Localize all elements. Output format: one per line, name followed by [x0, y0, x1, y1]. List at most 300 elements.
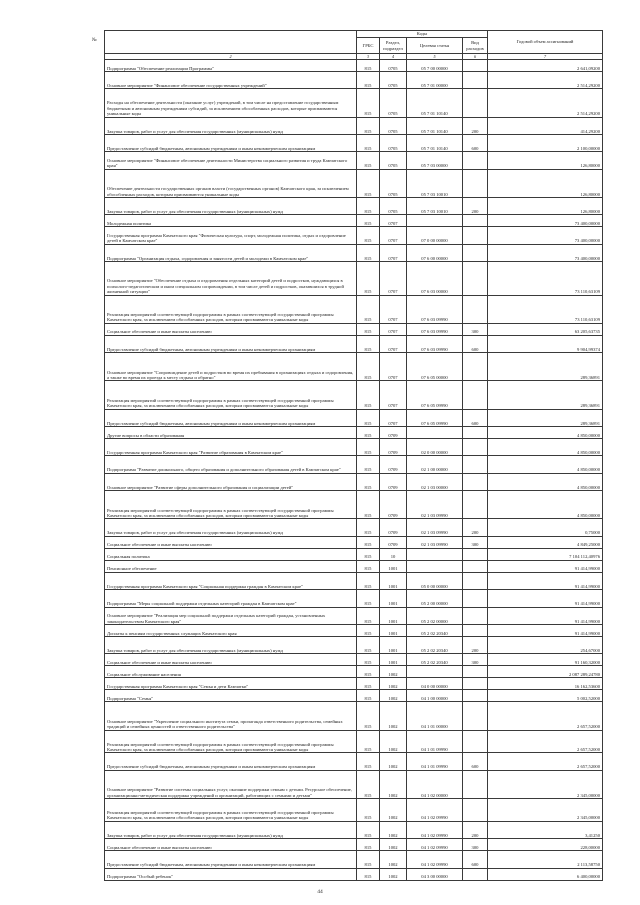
row-section: 0707: [380, 323, 407, 335]
row-expense-type: [463, 607, 488, 624]
row-target: 04 1 01 09990: [407, 753, 463, 770]
row-grbs: 815: [357, 666, 380, 678]
row-name: Государственная программа Камчатского края "Физическая культура, спорт, молодежная политика, отдых и оздоровление детей в Камчатском крае": [105, 227, 357, 244]
row-section: 1002: [380, 839, 407, 851]
row-grbs: 815: [357, 654, 380, 666]
row-target: 07 0 00 00000: [407, 227, 463, 244]
row-grbs: 815: [357, 624, 380, 636]
row-section: 0709: [380, 456, 407, 473]
row-section: 0707: [380, 244, 407, 261]
row-name: Другие вопросы в области образования: [105, 427, 357, 439]
row-name: Предоставление субсидий бюджетным, автономным учреждениям и иным некоммерческим организациям: [105, 409, 357, 426]
row-expense-type: 300: [463, 536, 488, 548]
row-expense-type: [463, 702, 488, 730]
table-row: [105, 262, 603, 296]
row-amount: 4 850,00000: [488, 491, 603, 519]
row-name: Подпрограмма "Развитие дошкольного, общего образования и дополнительного образования детей в Камчатском крае": [105, 456, 357, 473]
row-name: Предоставление субсидий бюджетным, автономным учреждениям и иным некоммерческим организациям: [105, 335, 357, 352]
table-row: [105, 624, 603, 636]
row-expense-type: 600: [463, 134, 488, 151]
row-target: [407, 427, 463, 439]
table-row: [105, 72, 603, 89]
row-name: Государственная программа Камчатского края "Социальная поддержка граждан в Камчатском крае": [105, 572, 357, 589]
row-amount: 126,80000: [488, 197, 603, 214]
row-grbs: 815: [357, 439, 380, 456]
row-expense-type: [463, 169, 488, 197]
row-expense-type: 200: [463, 519, 488, 536]
table-row: [105, 60, 603, 72]
row-target: 05 0 00 00000: [407, 572, 463, 589]
row-amount: 91 414,99000: [488, 607, 603, 624]
row-target: 05 7 03 00000: [407, 152, 463, 169]
row-expense-type: [463, 678, 488, 690]
row-target: [407, 666, 463, 678]
row-target: 05 2 00 00000: [407, 590, 463, 607]
row-name: Основное мероприятие "Обеспечение отдыха и оздоровления отдельных категорий детей и подростков, нуждающихся в психолого-педагогическом и ином специальном сопровождении, в том числе детей и подростков, оказавшихся в трудной жизненной ситуации": [105, 262, 357, 296]
row-name: Социальная политика: [105, 548, 357, 560]
table-row: [105, 152, 603, 169]
row-amount: 254,67000: [488, 636, 603, 653]
row-expense-type: [463, 89, 488, 117]
row-name: Молодежная политика: [105, 215, 357, 227]
row-target: 04 1 02 09990: [407, 821, 463, 838]
row-section: 0707: [380, 215, 407, 227]
row-section: 1001: [380, 636, 407, 653]
row-section: 10: [380, 548, 407, 560]
budget-allocation-table: [104, 30, 603, 881]
table-row: [105, 427, 603, 439]
row-amount: 289,36891: [488, 353, 603, 381]
row-section: 1001: [380, 560, 407, 572]
row-name: Реализация мероприятий соответствующей подпрограммы в рамках соответствующей государственной программы Камчатского края, за исключением обособленных расходов, которым присваиваются уникальные коды: [105, 381, 357, 409]
header-amount: Годовой объем ассигнований: [488, 31, 603, 54]
row-amount: 73 400,00000: [488, 244, 603, 261]
row-expense-type: [463, 666, 488, 678]
number-column-label: №: [92, 38, 97, 43]
row-target: [407, 548, 463, 560]
row-target: 07 6 05 09990: [407, 409, 463, 426]
row-grbs: 815: [357, 169, 380, 197]
row-expense-type: [463, 439, 488, 456]
row-section: 0709: [380, 427, 407, 439]
row-expense-type: [463, 560, 488, 572]
row-target: 04 1 01 09990: [407, 730, 463, 753]
row-target: 07 6 03 09990: [407, 295, 463, 323]
header-target: Целевая статья: [407, 38, 463, 54]
row-section: 1002: [380, 730, 407, 753]
row-target: 05 7 01 10140: [407, 117, 463, 134]
row-expense-type: [463, 624, 488, 636]
table-row: [105, 197, 603, 214]
row-grbs: 815: [357, 353, 380, 381]
row-target: 05 7 01 00000: [407, 72, 463, 89]
table-body: [105, 60, 603, 881]
row-grbs: 815: [357, 215, 380, 227]
row-expense-type: [463, 60, 488, 72]
row-target: 07 6 05 09990: [407, 381, 463, 409]
row-grbs: 815: [357, 152, 380, 169]
row-amount: 73 110,63109: [488, 262, 603, 296]
row-section: 1002: [380, 851, 407, 868]
row-target: 05 2 02 20340: [407, 636, 463, 653]
row-grbs: 815: [357, 560, 380, 572]
row-expense-type: [463, 381, 488, 409]
row-section: 1001: [380, 607, 407, 624]
row-name: Государственная программа Камчатского края "Развитие образования в Камчатском крае": [105, 439, 357, 456]
row-section: 0709: [380, 519, 407, 536]
row-name: Социальное обеспечение и иные выплаты населению: [105, 654, 357, 666]
row-target: 02 1 00 00000: [407, 456, 463, 473]
row-amount: 2 345,00000: [488, 798, 603, 821]
header-codes-group: Коды: [357, 31, 488, 38]
row-expense-type: 600: [463, 753, 488, 770]
row-grbs: 815: [357, 607, 380, 624]
row-name: Основное мероприятие "Развитие сферы дополнительного образования и социализации детей": [105, 473, 357, 490]
row-expense-type: [463, 427, 488, 439]
row-amount: 289,36891: [488, 381, 603, 409]
row-amount: 228,00000: [488, 839, 603, 851]
table-row: [105, 851, 603, 868]
row-expense-type: 200: [463, 117, 488, 134]
row-amount: 2 514,29200: [488, 72, 603, 89]
row-amount: 2 514,29200: [488, 89, 603, 117]
row-section: 0705: [380, 117, 407, 134]
row-grbs: 815: [357, 868, 380, 880]
page-number: 44: [317, 889, 323, 895]
row-amount: 2 657,52000: [488, 702, 603, 730]
row-name: Социальное обеспечение и иные выплаты населению: [105, 839, 357, 851]
row-grbs: 815: [357, 117, 380, 134]
row-grbs: 815: [357, 690, 380, 702]
row-amount: 4 850,00000: [488, 456, 603, 473]
row-section: 1001: [380, 590, 407, 607]
row-section: 1001: [380, 654, 407, 666]
row-amount: 2 113,58750: [488, 851, 603, 868]
row-amount: 2 657,52000: [488, 730, 603, 753]
col-number-7: 7: [488, 54, 603, 60]
row-name: Основное мероприятие "Финансовое обеспечение государственных учреждений": [105, 72, 357, 89]
table-row: [105, 491, 603, 519]
row-section: 0707: [380, 381, 407, 409]
table-row: [105, 798, 603, 821]
row-expense-type: [463, 456, 488, 473]
row-section: 1002: [380, 868, 407, 880]
row-name: Основное мероприятие "Финансовое обеспечение деятельности Министерства социального развития и труда Камчатского края": [105, 152, 357, 169]
row-section: 0705: [380, 134, 407, 151]
row-expense-type: [463, 548, 488, 560]
row-amount: 73 110,63109: [488, 295, 603, 323]
table-row: [105, 381, 603, 409]
row-amount: 2 345,00000: [488, 770, 603, 798]
row-target: 07 6 03 09990: [407, 323, 463, 335]
table-row: [105, 560, 603, 572]
row-section: 1002: [380, 702, 407, 730]
row-amount: 73 400,00000: [488, 227, 603, 244]
header-name: [105, 31, 357, 54]
table-row: [105, 134, 603, 151]
table-row: [105, 323, 603, 335]
table-row: [105, 690, 603, 702]
table-row: [105, 678, 603, 690]
row-grbs: 815: [357, 381, 380, 409]
table-row: [105, 702, 603, 730]
row-target: [407, 215, 463, 227]
row-amount: 289,36891: [488, 409, 603, 426]
table-row: [105, 590, 603, 607]
row-expense-type: [463, 572, 488, 589]
table-row: [105, 439, 603, 456]
row-name: Обеспечение деятельности государственных органов власти (государственных органов) Камчатского края, за исключением обособленных расходов, которым присваиваются уникальные коды: [105, 169, 357, 197]
row-target: 07 6 03 00000: [407, 262, 463, 296]
row-amount: 9 904,99374: [488, 335, 603, 352]
row-expense-type: [463, 730, 488, 753]
row-section: 0709: [380, 536, 407, 548]
row-amount: 126,80000: [488, 152, 603, 169]
row-section: 0707: [380, 335, 407, 352]
row-expense-type: [463, 215, 488, 227]
row-name: Подпрограмма "Семья": [105, 690, 357, 702]
row-grbs: 815: [357, 72, 380, 89]
table-row: [105, 89, 603, 117]
row-grbs: 815: [357, 572, 380, 589]
row-grbs: 815: [357, 548, 380, 560]
row-grbs: 815: [357, 730, 380, 753]
row-amount: 0,75000: [488, 519, 603, 536]
row-target: 07 6 05 00000: [407, 353, 463, 381]
row-section: 0709: [380, 473, 407, 490]
row-section: 0707: [380, 353, 407, 381]
row-name: Закупка товаров, работ и услуг для обеспечения государственных (муниципальных) нужд: [105, 636, 357, 653]
row-target: 04 3 00 00000: [407, 868, 463, 880]
col-number-4: 4: [380, 54, 407, 60]
row-name: Основное мероприятие "Сопровождение детей и подростков во время их пребывания в организациях отдыха и оздоровления, а также во время их проезда к месту отдыха и обратно": [105, 353, 357, 381]
row-section: 1002: [380, 678, 407, 690]
row-section: 0707: [380, 262, 407, 296]
row-grbs: 815: [357, 770, 380, 798]
row-target: 07 6 03 09990: [407, 335, 463, 352]
row-grbs: 815: [357, 60, 380, 72]
row-expense-type: [463, 770, 488, 798]
header-grbs: ГРБС: [357, 38, 380, 54]
row-target: 04 1 02 09990: [407, 839, 463, 851]
table-row: [105, 868, 603, 880]
row-grbs: 815: [357, 753, 380, 770]
row-amount: 73 400,00000: [488, 215, 603, 227]
row-grbs: 815: [357, 798, 380, 821]
row-grbs: 815: [357, 323, 380, 335]
row-target: 04 1 02 09990: [407, 851, 463, 868]
row-target: 05 7 00 00000: [407, 60, 463, 72]
row-grbs: 815: [357, 636, 380, 653]
row-amount: 16 162,53600: [488, 678, 603, 690]
table-row: [105, 654, 603, 666]
row-amount: 91 414,99000: [488, 590, 603, 607]
header-expense-type: Вид расходов: [463, 38, 488, 54]
row-grbs: 815: [357, 227, 380, 244]
row-section: 1002: [380, 690, 407, 702]
row-expense-type: 300: [463, 654, 488, 666]
row-expense-type: [463, 72, 488, 89]
table-row: [105, 607, 603, 624]
row-name: Подпрограмма "Особый ребенок": [105, 868, 357, 880]
table-row: [105, 456, 603, 473]
row-name: Доплаты к пенсиям государственных служащих Камчатского края: [105, 624, 357, 636]
table-row: [105, 753, 603, 770]
row-amount: 63 205,63735: [488, 323, 603, 335]
row-expense-type: [463, 244, 488, 261]
row-section: 1001: [380, 624, 407, 636]
row-target: 02 1 03 09990: [407, 536, 463, 548]
row-grbs: 815: [357, 536, 380, 548]
row-grbs: 815: [357, 456, 380, 473]
row-expense-type: 600: [463, 335, 488, 352]
table-row: [105, 409, 603, 426]
row-grbs: 815: [357, 262, 380, 296]
row-amount: 2 087 289,24780: [488, 666, 603, 678]
row-name: Закупка товаров, работ и услуг для обеспечения государственных (муниципальных) нужд: [105, 117, 357, 134]
row-section: 0705: [380, 72, 407, 89]
row-grbs: 815: [357, 295, 380, 323]
row-amount: 3,41250: [488, 821, 603, 838]
table-row: [105, 117, 603, 134]
table-row: [105, 821, 603, 838]
row-grbs: 815: [357, 473, 380, 490]
row-expense-type: [463, 295, 488, 323]
row-expense-type: [463, 473, 488, 490]
row-target: 04 1 01 00000: [407, 702, 463, 730]
row-name: Основное мероприятие "Развитие системы социальных услуг, оказание поддержки семьям с детьми. Ресурсное обеспечение, организационно-методическая поддержка учреждений и организаций, работающих с семьями и детьми": [105, 770, 357, 798]
row-amount: 4 850,00000: [488, 427, 603, 439]
row-grbs: 815: [357, 409, 380, 426]
row-expense-type: [463, 690, 488, 702]
row-amount: 2 100,00000: [488, 134, 603, 151]
row-grbs: 815: [357, 89, 380, 117]
row-name: Подпрограмма "Обеспечение реализации Программы": [105, 60, 357, 72]
row-section: 0707: [380, 409, 407, 426]
row-name: Государственная программа Камчатского края "Семья и дети Камчатки": [105, 678, 357, 690]
header-section: Раздел, подраздел: [380, 38, 407, 54]
row-section: 0705: [380, 60, 407, 72]
row-expense-type: [463, 262, 488, 296]
row-target: 05 7 01 10140: [407, 89, 463, 117]
row-amount: 2 657,52000: [488, 753, 603, 770]
row-target: 02 1 03 09990: [407, 519, 463, 536]
row-section: 0707: [380, 295, 407, 323]
row-name: Закупка товаров, работ и услуг для обеспечения государственных (муниципальных) нужд: [105, 821, 357, 838]
row-amount: 4 849,25000: [488, 536, 603, 548]
row-target: 04 0 00 00000: [407, 678, 463, 690]
row-expense-type: 600: [463, 851, 488, 868]
col-number-2: 2: [105, 54, 357, 60]
row-section: 1002: [380, 821, 407, 838]
row-grbs: 815: [357, 678, 380, 690]
row-section: 1002: [380, 666, 407, 678]
row-section: 0709: [380, 491, 407, 519]
row-amount: 2 641,09200: [488, 60, 603, 72]
row-target: 04 1 00 00000: [407, 690, 463, 702]
col-number-5: 5: [407, 54, 463, 60]
row-amount: 91 414,99000: [488, 624, 603, 636]
table-row: [105, 473, 603, 490]
row-section: 0709: [380, 439, 407, 456]
row-grbs: 815: [357, 839, 380, 851]
table-row: [105, 244, 603, 261]
table-row: [105, 519, 603, 536]
row-name: Социальное обслуживание населения: [105, 666, 357, 678]
col-number-6: 6: [463, 54, 488, 60]
row-amount: 4 850,00000: [488, 439, 603, 456]
row-section: 1001: [380, 572, 407, 589]
row-target: 05 2 02 20340: [407, 654, 463, 666]
row-name: Закупка товаров, работ и услуг для обеспечения государственных (муниципальных) нужд: [105, 519, 357, 536]
row-name: Социальное обеспечение и иные выплаты населению: [105, 536, 357, 548]
table-row: [105, 730, 603, 753]
row-amount: 91 160,32000: [488, 654, 603, 666]
row-amount: 414,29200: [488, 117, 603, 134]
table-row: [105, 215, 603, 227]
table-row: [105, 227, 603, 244]
row-grbs: 815: [357, 134, 380, 151]
row-expense-type: [463, 152, 488, 169]
table-row: [105, 335, 603, 352]
table-row: [105, 636, 603, 653]
table-row: [105, 548, 603, 560]
row-expense-type: 200: [463, 821, 488, 838]
row-section: 0707: [380, 227, 407, 244]
row-name: Социальное обеспечение и иные выплаты населению: [105, 323, 357, 335]
row-expense-type: [463, 798, 488, 821]
row-name: Реализация мероприятий соответствующей подпрограммы в рамках соответствующей государственной программы Камчатского края, за исключением обособленных расходов, которым присваиваются уникальные коды: [105, 295, 357, 323]
row-grbs: 815: [357, 851, 380, 868]
row-name: Подпрограмма "Организация отдыха, оздоровления и занятости детей и молодежи в Камчатском крае": [105, 244, 357, 261]
table-row: [105, 536, 603, 548]
row-target: 05 7 03 10010: [407, 169, 463, 197]
row-name: Реализация мероприятий соответствующей подпрограммы в рамках соответствующей государственной программы Камчатского края, за исключением обособленных расходов, которым присваиваются уникальные коды: [105, 730, 357, 753]
row-section: 0705: [380, 197, 407, 214]
row-expense-type: [463, 590, 488, 607]
row-target: 07 6 00 00000: [407, 244, 463, 261]
row-expense-type: 200: [463, 197, 488, 214]
row-section: 0705: [380, 152, 407, 169]
row-expense-type: [463, 868, 488, 880]
row-section: 1002: [380, 798, 407, 821]
row-amount: 6 400,00000: [488, 868, 603, 880]
row-name: Расходы на обеспечение деятельности (оказание услуг) учреждений, в том числе на предоставление государственным бюджетным и автономным учреждениям субсидий, за исключением обособленных расходов, которые присваиваются уникальные коды: [105, 89, 357, 117]
row-name: Пенсионное обеспечение: [105, 560, 357, 572]
table-row: [105, 572, 603, 589]
row-grbs: 815: [357, 491, 380, 519]
row-target: 04 1 02 09990: [407, 798, 463, 821]
row-expense-type: [463, 491, 488, 519]
row-target: 05 7 03 10010: [407, 197, 463, 214]
row-expense-type: [463, 353, 488, 381]
row-target: [407, 560, 463, 572]
row-target: 05 2 02 00000: [407, 607, 463, 624]
row-grbs: 815: [357, 427, 380, 439]
row-amount: 5 002,52000: [488, 690, 603, 702]
row-name: Предоставление субсидий бюджетным, автономным учреждениям и иным некоммерческим организациям: [105, 753, 357, 770]
row-name: Основное мероприятие "Реализация мер социальной поддержки отдельных категорий граждан, установленных законодательством Камчатского края": [105, 607, 357, 624]
row-target: 05 7 01 10140: [407, 134, 463, 151]
row-target: 02 1 03 09990: [407, 491, 463, 519]
row-name: Закупка товаров, работ и услуг для обеспечения государственных (муниципальных) нужд: [105, 197, 357, 214]
row-expense-type: 300: [463, 323, 488, 335]
row-target: 02 0 00 00000: [407, 439, 463, 456]
row-grbs: 815: [357, 519, 380, 536]
table-row: [105, 295, 603, 323]
row-grbs: 815: [357, 702, 380, 730]
row-amount: 4 850,00000: [488, 473, 603, 490]
